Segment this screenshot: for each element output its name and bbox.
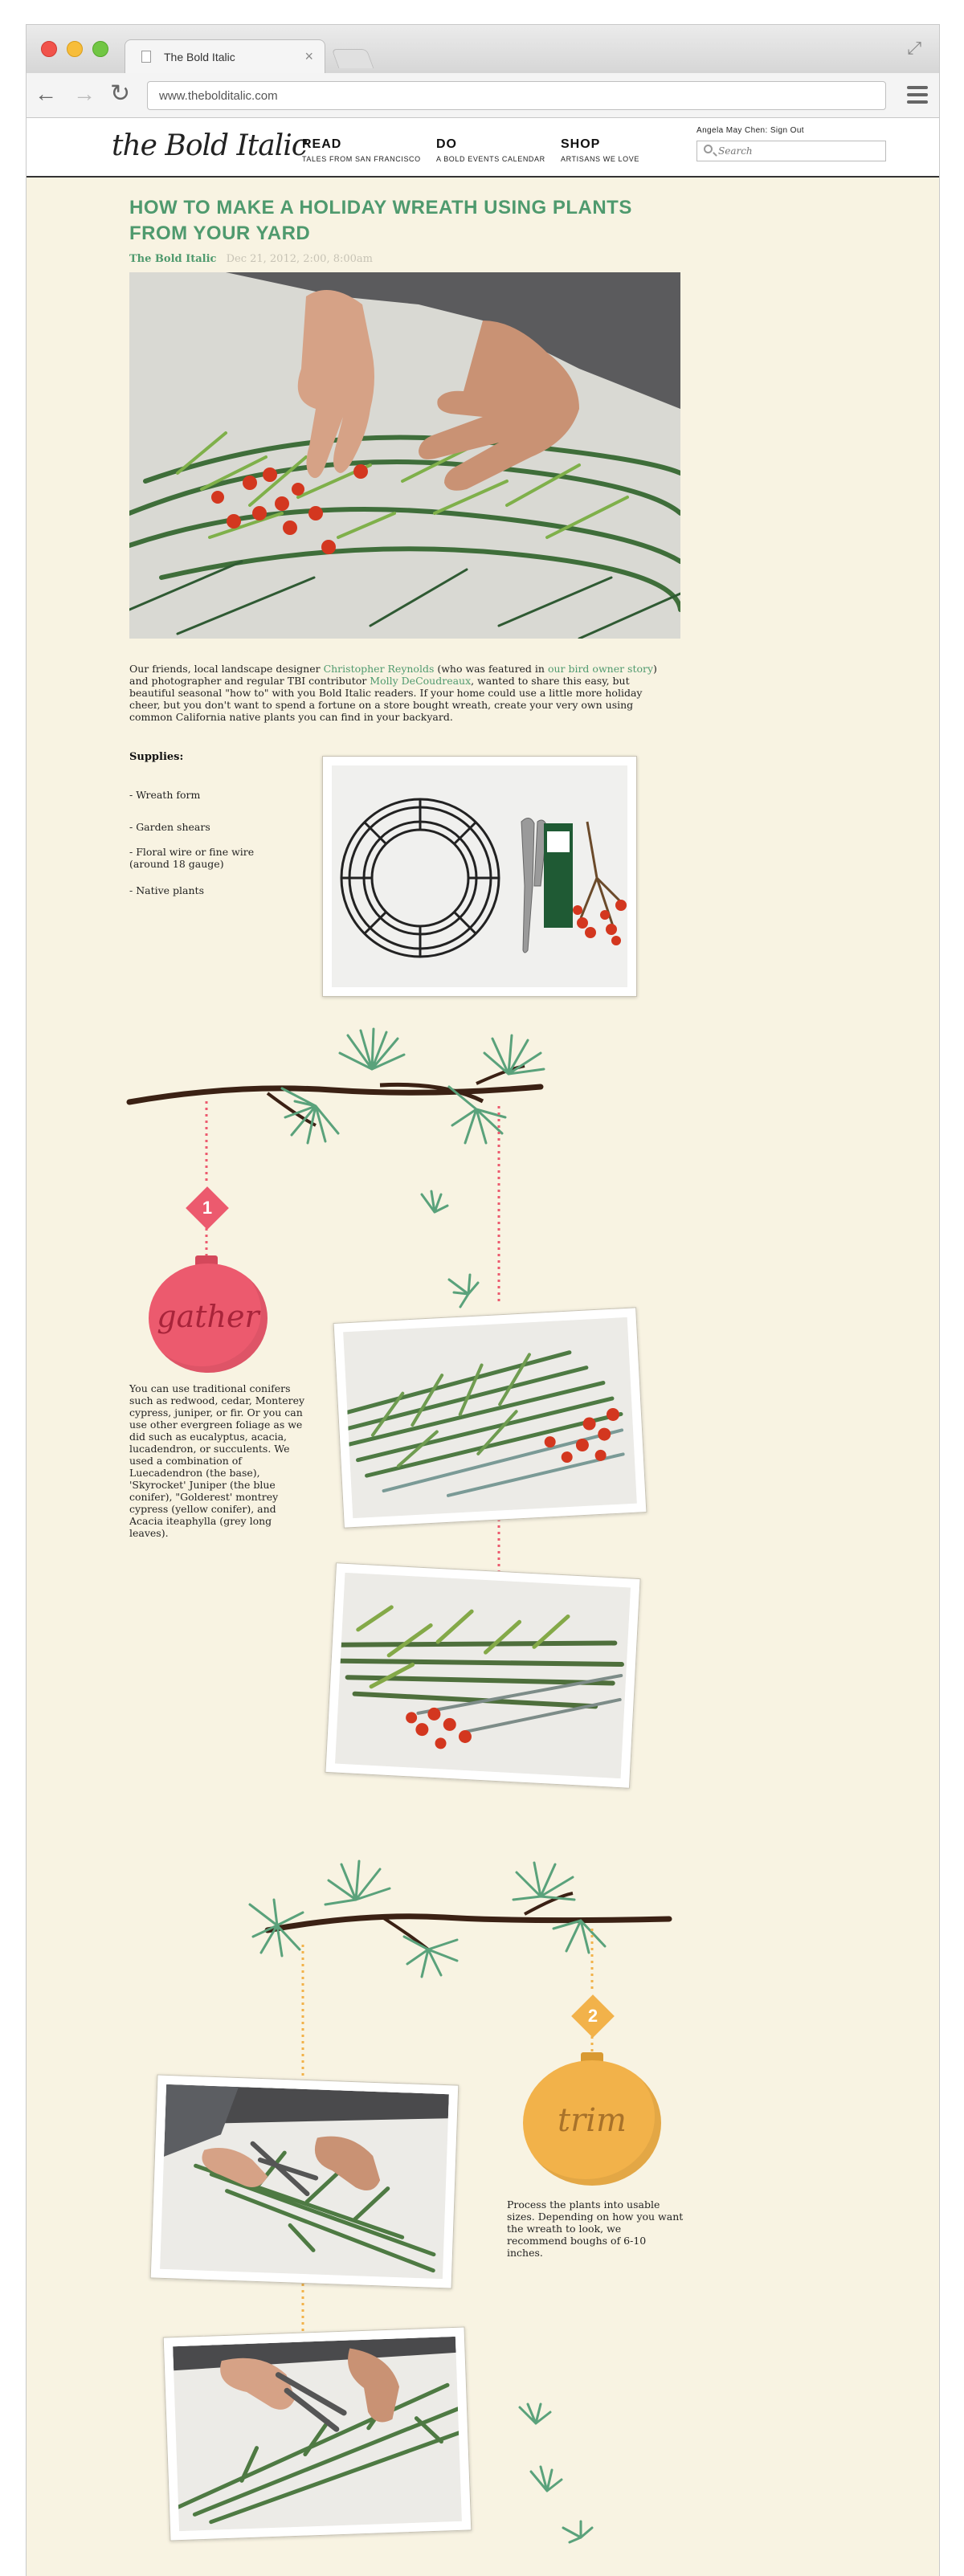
back-arrow-icon[interactable]: ← (35, 81, 57, 106)
browser-window (26, 24, 940, 2576)
gather-photo-1 (333, 1307, 647, 1528)
url-text: www.thebolditalic.com (159, 89, 278, 103)
step-2-text: Process the plants into usable sizes. Depending on how you want the wreath to look, we recommend boughs of 6-10 inches. (507, 2198, 684, 2259)
pine-needles-top (282, 1029, 544, 1307)
trim-photo-2-inner (173, 2337, 462, 2531)
reload-icon[interactable]: ↻ (110, 80, 131, 107)
trim-photo-1 (150, 2075, 460, 2289)
link-christopher-reynolds[interactable]: Christopher Reynolds (323, 663, 435, 675)
intro-text-3: ) and photographer and regular TBI contributor (129, 663, 657, 687)
nav-shop-sub: ARTISANS WE LOVE (561, 155, 639, 163)
foliage-illustration-2 (335, 1573, 631, 1778)
nav-shop-label: SHOP (561, 137, 601, 151)
nav-read-sub: TALES FROM SAN FRANCISCO (302, 155, 421, 163)
supply-item: - Native plants (129, 884, 204, 896)
branch-middle (268, 1893, 669, 1949)
gather-photo-2-inner (335, 1573, 631, 1778)
gather-photo-2 (325, 1562, 640, 1789)
supply-item: - Floral wire or fine wire (around 18 gauge) (129, 846, 255, 870)
supply-item: - Wreath form (129, 789, 201, 801)
step-1-number: 1 (202, 1198, 213, 1218)
user-signout[interactable]: Angela May Chen: Sign Out (696, 126, 804, 135)
close-tab-icon[interactable]: × (304, 48, 313, 64)
trim-ornament-word: trim (558, 2102, 627, 2139)
byline-date: Dec 21, 2012, 2:00, 8:00am (226, 253, 373, 265)
foliage-illustration (343, 1317, 637, 1518)
byline-author[interactable]: The Bold Italic (129, 253, 217, 265)
step-2-number: 2 (587, 2006, 598, 2026)
site-logo[interactable]: the Bold Italic (112, 129, 307, 162)
article-title: HOW TO MAKE A HOLIDAY WREATH USING PLANTS FROM YOUR YARD (129, 197, 632, 244)
step-1-diamond (186, 1186, 229, 1230)
tab-title: The Bold Italic (164, 51, 235, 63)
intro-text-2: (who was featured in (434, 663, 548, 675)
step-1-text: You can use traditional conifers such as redwood, cedar, Monterey cypress, juniper, or fir. Or you can use other evergreen foliage as we did such as eucalyptus, acacia, lucadendron, or succulents. We used a combination of Luecadendron (the base), 'Skyrocket' Juniper (the blue conifer), "Golderest' montrey cypress (yellow conifer), and Acacia iteaphylla (grey long leaves). (129, 1382, 305, 1539)
intro-text-1: Our friends, local landscape designer (129, 663, 324, 675)
trimming-illustration-2 (173, 2337, 462, 2531)
nav-do-label: DO (436, 137, 457, 151)
nav-read-label: READ (302, 137, 342, 151)
trim-ornament (523, 2060, 661, 2186)
step-2-diamond (571, 1994, 615, 2038)
link-molly-decoudreaux[interactable]: Molly DeCoudreaux (370, 675, 472, 687)
trim-photo-2 (163, 2327, 472, 2541)
fullscreen-icon[interactable]: ⤢ (907, 38, 921, 58)
forward-arrow-icon[interactable]: → (73, 81, 96, 106)
trimming-illustration (160, 2084, 449, 2279)
link-bird-owner-story[interactable]: our bird owner story (547, 663, 654, 675)
nav-do-sub: A BOLD EVENTS CALENDAR (436, 155, 545, 163)
gather-photo-1-inner (343, 1317, 637, 1518)
intro-text-4: , wanted to share this easy, but beautiful seasonal "how to" with you Bold Italic readers. If your home could use a little more holiday cheer, but you don't want to spend a fortune on a store bought wreath, create your very own using common California native plants you can find in your backyard. (129, 675, 643, 723)
supplies-heading: Supplies: (129, 751, 184, 763)
supply-item: - Garden shears (129, 821, 210, 833)
trim-photo-1-inner (160, 2084, 449, 2279)
gather-ornament-word: gather (157, 1299, 259, 1334)
gather-ornament (149, 1264, 268, 1373)
